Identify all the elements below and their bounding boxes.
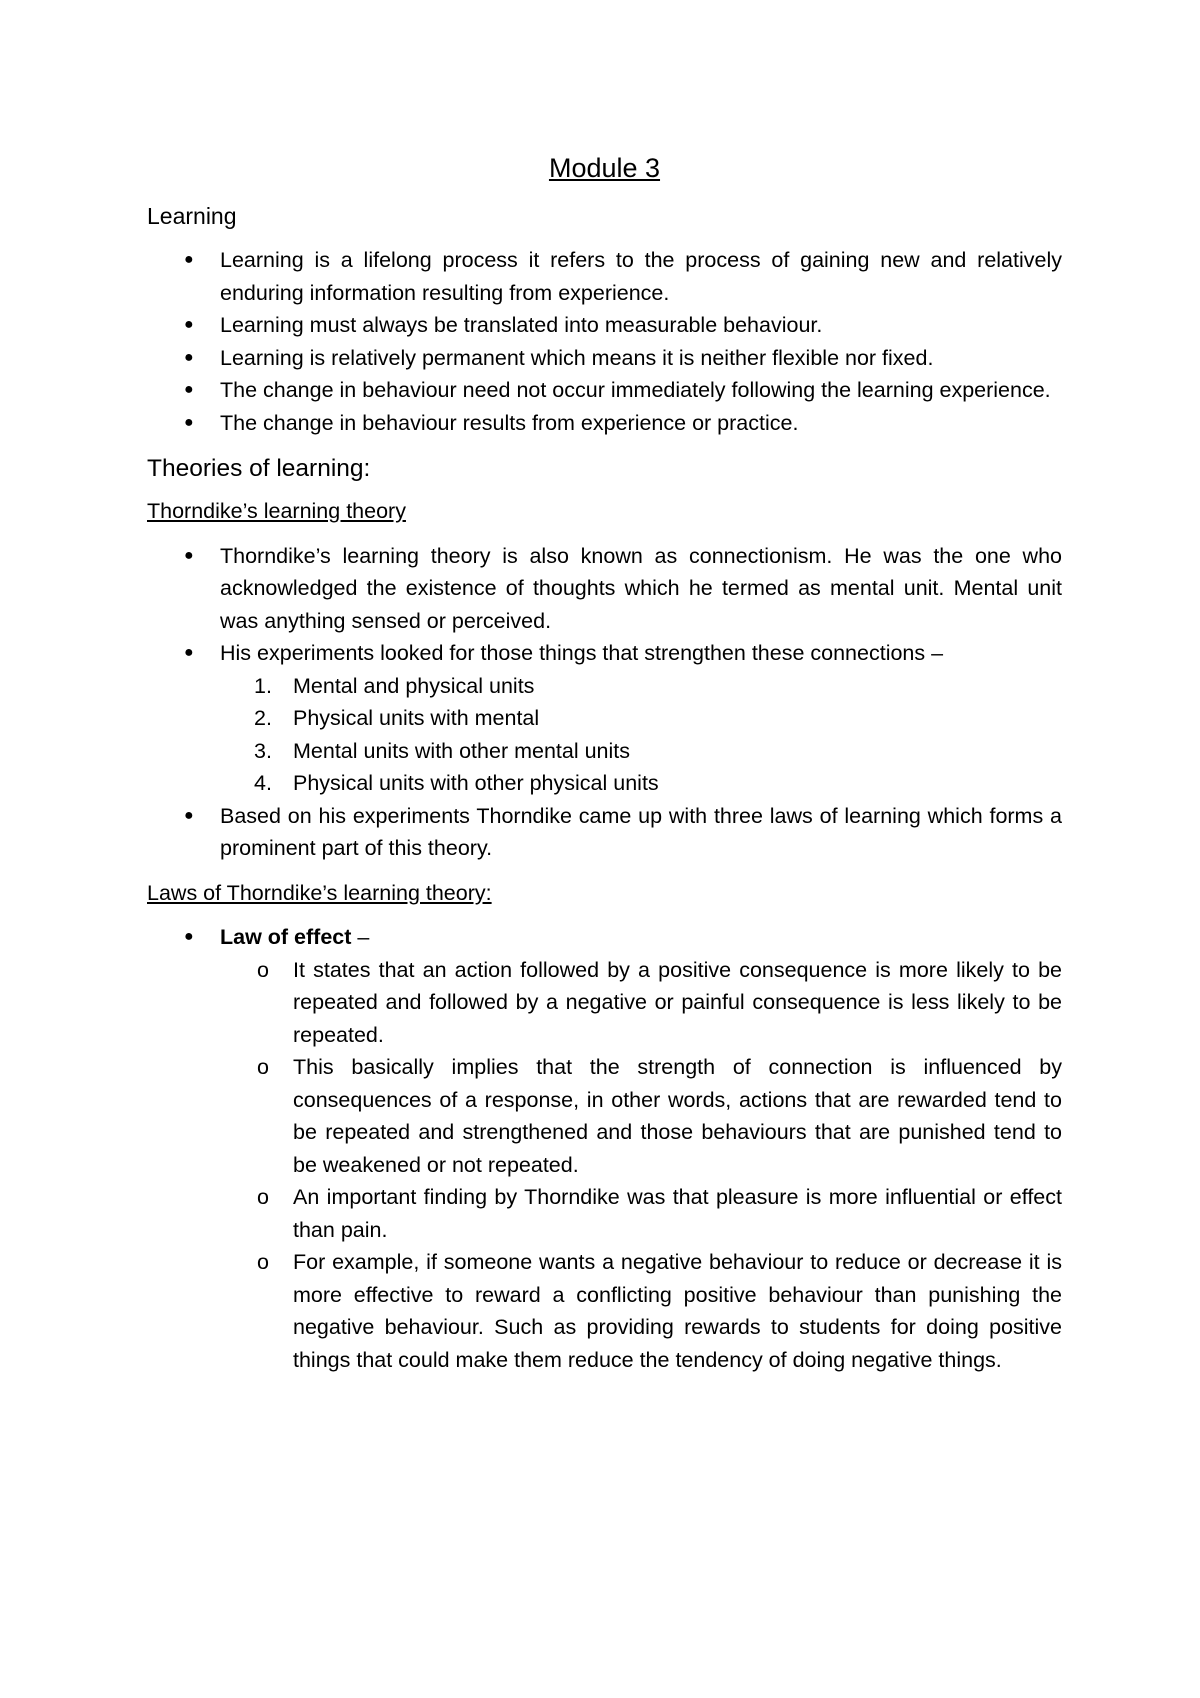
laws-heading: Laws of Thorndike’s learning theory: [147,880,492,905]
bullet-icon: ● [184,928,194,945]
bullet-icon: ● [184,644,194,661]
numbered-item: 2. Physical units with mental [254,706,540,730]
bullet-icon: ● [184,546,194,564]
sub-list-item: o This basically implies that the strength of connection is influenced by consequences of a response, in other words, actions that are rewarded tend to be repeated and strengthened and those behaviours that are punished tend to be weakened or not repeated. [220,1051,1062,1181]
bullet-icon: ● [184,316,194,333]
circle-bullet-icon: o [257,1055,269,1079]
list-item: ● His experiments looked for those things that strengthen these connections – 1. Mental and physical units 2. Physical units with mental 3. Mental units with other mental units 4. Physical units with other physical units [147,637,1062,800]
law-of-effect-label: Law of effect [220,925,352,949]
bullet-icon: ● [184,806,194,824]
numbered-item: 4. Physical units with other physical units [254,771,659,795]
bullet-icon: ● [184,413,194,431]
sub-list-item: o For example, if someone wants a negative behaviour to reduce or decrease it is more effective to reward a conflicting positive behaviour than punishing the negative behaviour. Such as providing rewards to students for doing positive things that could make them reduce the tendency of doing negative things. [220,1246,1062,1376]
circle-bullet-icon: o [257,1250,269,1274]
sub-list-item: o An important finding by Thorndike was that pleasure is more influential or effect than pain. [220,1181,1062,1246]
circle-bullet-icon: o [257,1185,269,1209]
list-item: ● The change in behaviour results from experience or practice. [147,407,1062,440]
connections-list [220,670,1062,800]
document-page [147,150,1062,1388]
bullet-icon: ● [184,348,194,366]
circle-bullet-icon: o [257,957,269,982]
thorndike-bullet-list [147,540,1062,865]
laws-bullet-list [147,921,1062,1376]
law-of-effect-points [220,954,1062,1377]
page-title [147,150,1062,186]
numbered-item: 3. Mental units with other mental units [254,738,630,763]
page-title-text: Module 3 [548,153,661,183]
list-item: ● Thorndike’s learning theory is also known as connectionism. He was the one who acknowledged the existence of thoughts which he termed as mental unit. Mental unit was anything sensed or perceived. [147,540,1062,638]
bullet-icon: ● [184,251,194,268]
list-item: ● Learning must always be translated into measurable behaviour. [147,309,1062,342]
numbered-item: 1. Mental and physical units [254,673,535,698]
theories-heading: Theories of learning: [147,455,371,482]
learning-bullet-list [147,244,1062,439]
sub-list-item: o It states that an action followed by a positive consequence is more likely to be repeated and followed by a negative or painful consequence is less likely to be repeated. [220,954,1062,1052]
list-item: ● The change in behaviour need not occur immediately following the learning experience. [147,374,1062,407]
thorndike-heading: Thorndike’s learning theory [147,499,406,523]
list-item: ● Learning is a lifelong process it refers to the process of gaining new and relatively enduring information resulting from experience. [147,244,1062,309]
bullet-icon: ● [184,381,194,398]
list-item: ● Based on his experiments Thorndike came up with three laws of learning which forms a prominent part of this theory. [147,800,1062,865]
list-item: ● Learning is relatively permanent which means it is neither flexible nor fixed. [147,342,1062,375]
learning-heading: Learning [147,203,237,229]
list-item: ● Law of effect – o It states that an action followed by a positive consequence is more likely to be repeated and followed by a negative or painful consequence is less likely to be repeated. o This basically implies that the strength of connection is influenced by consequences of a response, in other words, actions that are rewarded tend to be repeated and strengthened and those behaviours that are punished tend to be weakened or not repeated. o An important finding by Thorndike was that pleasure is more influential or effect than pain. o For example, if someone wants a negative behaviour to reduce or decrease it is more effective to reward a conflicting positive behaviour than punishing the negative behaviour. Such as providing rewards to students for doing positive things that could make them reduce the tendency of doing negative things. [147,921,1062,1376]
